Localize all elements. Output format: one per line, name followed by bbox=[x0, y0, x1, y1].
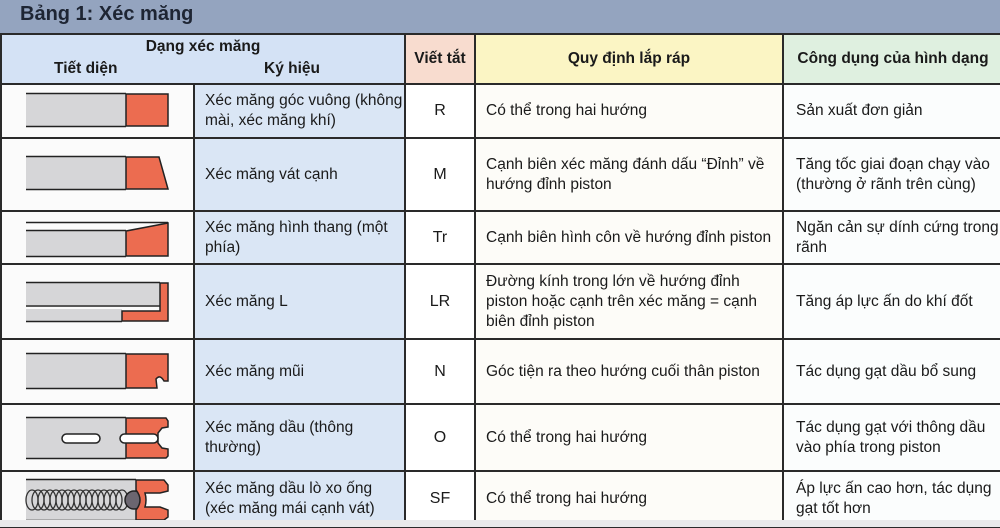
beveled-ring-section-icon bbox=[1, 138, 194, 211]
ring-function: Tác dụng gạt dầu bổ sung bbox=[783, 339, 1000, 404]
header-row bbox=[1, 34, 1000, 84]
ring-symbol: Xéc măng vát cạnh bbox=[194, 138, 405, 211]
ring-symbol: Xéc măng hình thang (một phía) bbox=[194, 211, 405, 264]
table-title: Bảng 1: Xéc măng bbox=[20, 3, 194, 25]
ring-abbr: Tr bbox=[405, 211, 475, 264]
ring-symbol: Xéc măng dầu (thông thường) bbox=[194, 404, 405, 471]
title-bar bbox=[0, 0, 1000, 33]
ring-abbr: LR bbox=[405, 264, 475, 339]
ring-abbr: M bbox=[405, 138, 475, 211]
ring-assembly: Có thể trong hai hướng bbox=[475, 404, 783, 471]
ring-assembly: Đường kính trong lớn về hướng đỉnh piston hoặc cạnh trên xéc măng = cạnh biên đỉnh piston bbox=[475, 264, 783, 339]
header-assembly: Quy định lắp ráp bbox=[475, 34, 783, 84]
header-abbr: Viết tắt bbox=[405, 34, 475, 84]
square-ring-section-icon bbox=[1, 84, 194, 138]
header-ring-type bbox=[1, 34, 405, 84]
ring-assembly: Góc tiện ra theo hướng cuối thân piston bbox=[475, 339, 783, 404]
ring-function: Tác dụng gạt với thông dầu vào phía trong piston bbox=[783, 404, 1000, 471]
ring-assembly: Cạnh biên hình côn về hướng đỉnh piston bbox=[475, 211, 783, 264]
table-row bbox=[1, 471, 1000, 527]
ring-abbr: SF bbox=[405, 471, 475, 527]
bottom-strip bbox=[0, 520, 1000, 527]
table-row bbox=[1, 339, 1000, 404]
ring-function: Tăng tốc giai đoạn chạy vào (thường ở rãnh trên cùng) bbox=[783, 138, 1000, 211]
ring-symbol: Xéc măng dầu lò xo ống (xéc măng mái cạnh vát) bbox=[194, 471, 405, 527]
header-function: Công dụng của hình dạng bbox=[783, 34, 1000, 84]
l-ring-section-icon bbox=[1, 264, 194, 339]
ring-function: Tăng áp lực ấn do khí đốt bbox=[783, 264, 1000, 339]
keystone-ring-section-icon bbox=[1, 211, 194, 264]
ring-abbr: N bbox=[405, 339, 475, 404]
header-symbol-label: Ký hiệu bbox=[264, 60, 320, 77]
ring-abbr: O bbox=[405, 404, 475, 471]
table-row bbox=[1, 84, 1000, 138]
ring-assembly: Có thể trong hai hướng bbox=[475, 84, 783, 138]
ring-assembly: Có thể trong hai hướng bbox=[475, 471, 783, 527]
ring-symbol: Xéc măng góc vuông (không mài, xéc măng khí) bbox=[194, 84, 405, 138]
header-section-label: Tiết diện bbox=[54, 60, 118, 77]
ring-function: Áp lực ấn cao hơn, tác dụng gạt tốt hơn bbox=[783, 471, 1000, 527]
table-row bbox=[1, 404, 1000, 471]
spring-oil-ring-section-icon bbox=[1, 471, 194, 527]
oil-ring-section-icon bbox=[1, 404, 194, 471]
nose-ring-section-icon bbox=[1, 339, 194, 404]
piston-ring-table bbox=[0, 33, 1000, 528]
ring-abbr: R bbox=[405, 84, 475, 138]
table-row bbox=[1, 211, 1000, 264]
table-row bbox=[1, 264, 1000, 339]
header-group-label: Dạng xéc măng bbox=[145, 38, 261, 55]
ring-symbol: Xéc măng L bbox=[194, 264, 405, 339]
table-row bbox=[1, 138, 1000, 211]
ring-function: Ngăn cản sự dính cứng trong rãnh bbox=[783, 211, 1000, 264]
ring-symbol: Xéc măng mũi bbox=[194, 339, 405, 404]
ring-function: Sản xuất đơn giản bbox=[783, 84, 1000, 138]
ring-assembly: Cạnh biên xéc măng đánh dấu “Đỉnh” về hướng đỉnh piston bbox=[475, 138, 783, 211]
